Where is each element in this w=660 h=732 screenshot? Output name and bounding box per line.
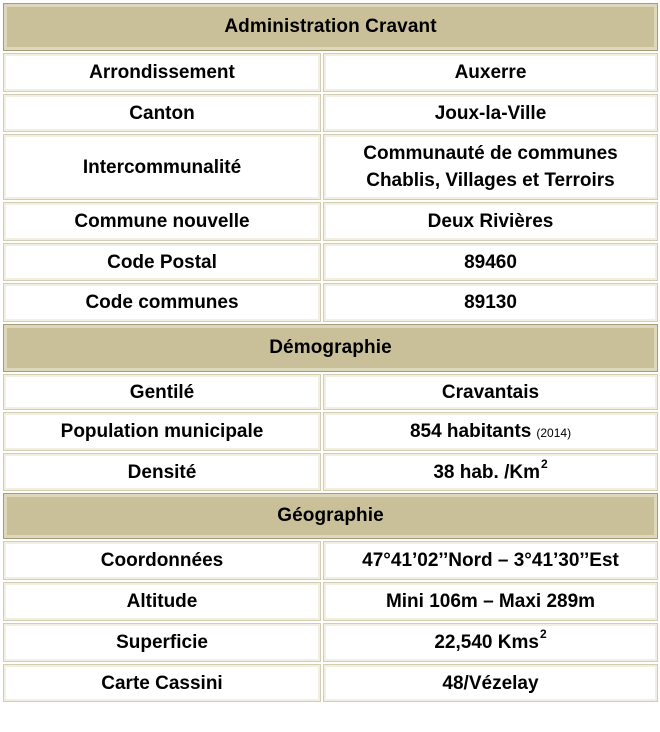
label-commune-nouvelle: Commune nouvelle	[3, 202, 321, 241]
superficie-text: 22,540 Kms	[434, 632, 539, 653]
value-commune-nouvelle: Deux Rivières	[323, 202, 658, 241]
densite-superscript: 2	[540, 456, 548, 471]
population-year: (2014)	[536, 426, 572, 440]
value-population	[323, 412, 658, 451]
section-header-geographie: Géographie	[3, 493, 658, 539]
label-canton: Canton	[3, 94, 321, 132]
label-code-communes: Code communes	[3, 283, 321, 322]
label-densite: Densité	[3, 453, 321, 491]
value-arrondissement: Auxerre	[323, 53, 658, 92]
section-header-demographie: Démographie	[3, 324, 658, 372]
label-code-postal: Code Postal	[3, 243, 321, 281]
label-population: Population municipale	[3, 412, 321, 451]
value-superficie	[323, 623, 658, 662]
label-altitude: Altitude	[3, 582, 321, 621]
value-coordonnees: 47°41’02’’Nord – 3°41’30’’Est	[323, 541, 658, 580]
superficie-superscript: 2	[539, 627, 547, 641]
label-gentile: Gentilé	[3, 374, 321, 410]
label-coordonnees: Coordonnées	[3, 541, 321, 580]
value-code-communes: 89130	[323, 283, 658, 322]
value-gentile: Cravantais	[323, 374, 658, 410]
info-table	[3, 3, 658, 702]
label-superficie: Superficie	[3, 623, 321, 662]
population-count: 854 habitants	[409, 421, 532, 442]
value-intercommunalite-line2: Chablis, Villages et Terroirs	[366, 170, 615, 191]
section-header-administration: Administration Cravant	[3, 3, 658, 51]
value-altitude: Mini 106m – Maxi 289m	[323, 582, 658, 621]
value-canton: Joux-la-Ville	[323, 94, 658, 132]
label-intercommunalite: Intercommunalité	[3, 134, 321, 200]
label-carte-cassini: Carte Cassini	[3, 664, 321, 702]
value-intercommunalite-line1: Communauté de communes	[363, 143, 618, 164]
densite-text: 38 hab. /Km	[433, 461, 540, 483]
label-arrondissement: Arrondissement	[3, 53, 321, 92]
value-intercommunalite	[323, 134, 658, 200]
value-densite	[323, 453, 658, 491]
value-carte-cassini: 48/Vézelay	[323, 664, 658, 702]
value-code-postal: 89460	[323, 243, 658, 281]
